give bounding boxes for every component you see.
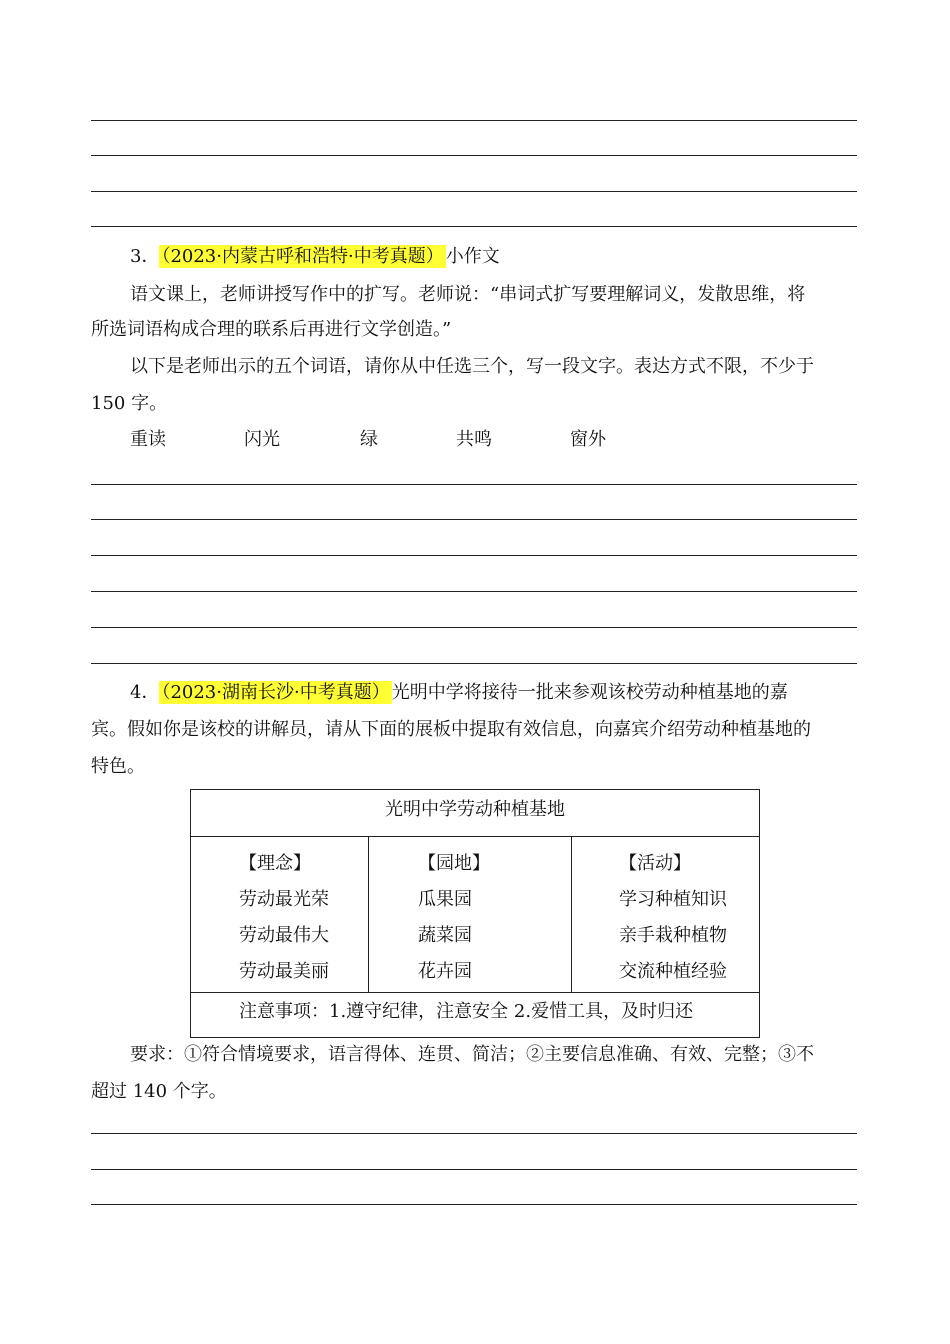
column-item: 劳动最伟大	[239, 925, 329, 946]
column-header: 【园地】	[418, 853, 490, 874]
answer-line	[91, 155, 857, 156]
q3-heading	[130, 245, 900, 269]
q3-word: 重读	[130, 429, 166, 450]
board-column-gardens	[418, 846, 490, 990]
column-item: 瓜果园	[418, 889, 472, 910]
column-item: 花卉园	[418, 961, 472, 982]
column-item: 劳动最美丽	[239, 961, 329, 982]
q3-number: 3．	[130, 246, 160, 267]
answer-line	[91, 1169, 857, 1170]
answer-line	[91, 226, 857, 227]
column-item: 学习种植知识	[619, 889, 727, 910]
column-item: 交流种植经验	[619, 961, 727, 982]
q3-source-tag: （2023·内蒙古呼和浩特·中考真题）	[161, 246, 444, 267]
answer-line	[91, 555, 857, 556]
column-item: 亲手栽种植物	[619, 925, 727, 946]
q4-requirement-line1: 要求：①符合情境要求，语言得体、连贯、简洁；②主要信息准确、有效、完整；③不	[130, 1044, 814, 1065]
answer-line	[91, 1204, 857, 1205]
board-column-activities	[619, 846, 727, 990]
q4-intro-line3: 特色。	[91, 756, 145, 777]
column-item: 蔬菜园	[418, 925, 472, 946]
board-divider	[191, 992, 759, 993]
answer-line	[91, 591, 857, 592]
q3-para1-line2: 所选词语构成合理的联系后再进行文学创造。”	[91, 319, 452, 340]
answer-line	[91, 120, 857, 121]
q3-word: 绿	[360, 429, 378, 450]
answer-line	[91, 1133, 857, 1134]
q3-word: 闪光	[244, 429, 280, 450]
q3-title: 小作文	[445, 246, 500, 267]
board-title: 光明中学劳动种植基地	[385, 799, 565, 820]
column-header: 【理念】	[239, 853, 311, 874]
q3-para2-line2: 150 字。	[91, 393, 168, 414]
q3-word: 共鸣	[456, 429, 492, 450]
answer-line	[91, 484, 857, 485]
q4-source-tag: （2023·湖南长沙·中考真题）	[161, 682, 390, 703]
q3-word: 窗外	[570, 429, 606, 450]
board-column-divider	[571, 836, 572, 992]
answer-line	[91, 191, 857, 192]
q4-intro-line1: 光明中学将接待一批来参观该校劳动种植基地的嘉	[391, 682, 788, 703]
board-divider	[191, 836, 759, 837]
board-column-divider	[368, 836, 369, 992]
board-column-philosophy	[239, 846, 329, 990]
q3-para2-line1: 以下是老师出示的五个词语，请你从中任选三个，写一段文字。表达方式不限，不少于	[130, 356, 814, 377]
answer-line	[91, 663, 857, 664]
column-item: 劳动最光荣	[239, 889, 329, 910]
column-header: 【活动】	[619, 853, 691, 874]
q3-word-list	[0, 428, 950, 452]
answer-line	[91, 627, 857, 628]
q4-heading	[130, 681, 900, 705]
display-board	[190, 789, 760, 1038]
board-note: 注意事项：1.遵守纪律，注意安全 2.爱惜工具，及时归还	[239, 1001, 694, 1022]
q4-requirement-line2: 超过 140 个字。	[91, 1081, 227, 1102]
q4-number: 4．	[130, 682, 160, 703]
q4-intro-line2: 宾。假如你是该校的讲解员，请从下面的展板中提取有效信息，向嘉宾介绍劳动种植基地的	[91, 719, 811, 740]
answer-line	[91, 519, 857, 520]
q3-para1-line1: 语文课上，老师讲授写作中的扩写。老师说：“串词式扩写要理解词义，发散思维，将	[130, 284, 806, 305]
